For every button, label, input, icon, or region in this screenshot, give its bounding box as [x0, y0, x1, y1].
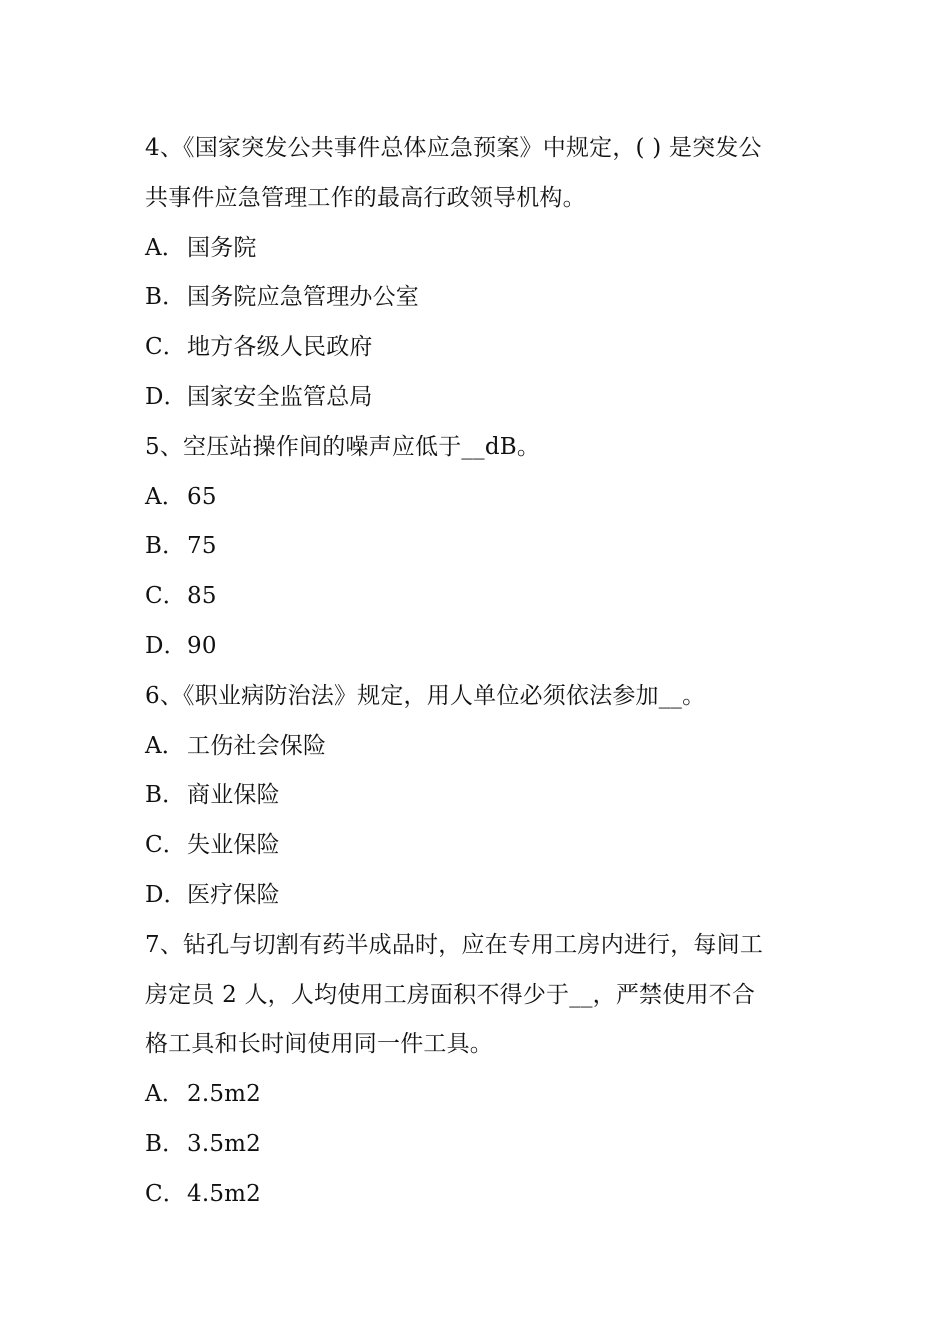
- option-label: C．: [145, 583, 186, 610]
- question-text: 4、《国家突发公共事件总体应急预案》中规定，( ) 是突发公: [145, 135, 762, 161]
- question-text: 共事件应急管理工作的最高行政领导机构。: [145, 184, 586, 211]
- option-c: [145, 821, 810, 871]
- option-text: 国家安全监管总局: [187, 383, 373, 410]
- option-label: B．: [145, 284, 186, 311]
- option-c: [145, 323, 810, 373]
- option-label: B．: [145, 1130, 186, 1157]
- option-text: 85: [187, 583, 217, 610]
- question-text: 5、空压站操作间的噪声应低于__dB。: [145, 433, 541, 460]
- option-label: B．: [145, 782, 186, 809]
- option-text: 工伤社会保险: [187, 732, 327, 759]
- option-d: [145, 871, 810, 921]
- option-c: [145, 1170, 810, 1220]
- question-text: 7、钻孔与切割有药半成品时，应在专用工房内进行，每间工: [145, 931, 764, 958]
- option-label: D．: [145, 632, 187, 659]
- option-d: [145, 622, 810, 672]
- option-label: C．: [145, 334, 186, 361]
- option-d: [145, 373, 810, 423]
- document-page: [145, 124, 810, 1220]
- option-text: 90: [187, 632, 217, 659]
- option-b: [145, 522, 810, 572]
- option-text: 75: [187, 533, 217, 560]
- option-a: [145, 722, 810, 772]
- option-text: 医疗保险: [187, 881, 280, 908]
- question-7: [145, 921, 810, 1070]
- option-label: A．: [145, 483, 186, 510]
- option-text: 地方各级人民政府: [187, 334, 373, 361]
- option-text: 4.5m2: [187, 1180, 262, 1207]
- option-label: D．: [145, 383, 187, 410]
- question-text: 6、《职业病防治法》规定，用人单位必须依法参加__。: [145, 682, 706, 709]
- option-text: 国务院应急管理办公室: [187, 284, 419, 311]
- option-text: 商业保险: [187, 782, 280, 809]
- option-label: A．: [145, 234, 186, 261]
- option-label: D．: [145, 881, 187, 908]
- option-b: [145, 1120, 810, 1170]
- question-text: 房定员 2 人，人均使用工房面积不得少于__，严禁使用不合: [145, 981, 756, 1008]
- option-label: B．: [145, 533, 186, 560]
- option-text: 2.5m2: [187, 1081, 262, 1108]
- option-label: C．: [145, 832, 186, 859]
- question-text: 格工具和长时间使用同一件工具。: [145, 1031, 493, 1058]
- option-b: [145, 771, 810, 821]
- option-text: 3.5m2: [187, 1130, 262, 1157]
- option-label: A．: [145, 732, 186, 759]
- option-label: A．: [145, 1081, 186, 1108]
- option-text: 国务院: [187, 234, 257, 261]
- option-a: [145, 224, 810, 274]
- option-a: [145, 1070, 810, 1120]
- option-b: [145, 273, 810, 323]
- option-label: C．: [145, 1180, 186, 1207]
- option-a: [145, 473, 810, 523]
- option-text: 65: [187, 483, 217, 510]
- question-6: [145, 672, 810, 722]
- option-text: 失业保险: [187, 832, 280, 859]
- option-c: [145, 572, 810, 622]
- question-4: [145, 124, 810, 224]
- question-5: [145, 423, 810, 473]
